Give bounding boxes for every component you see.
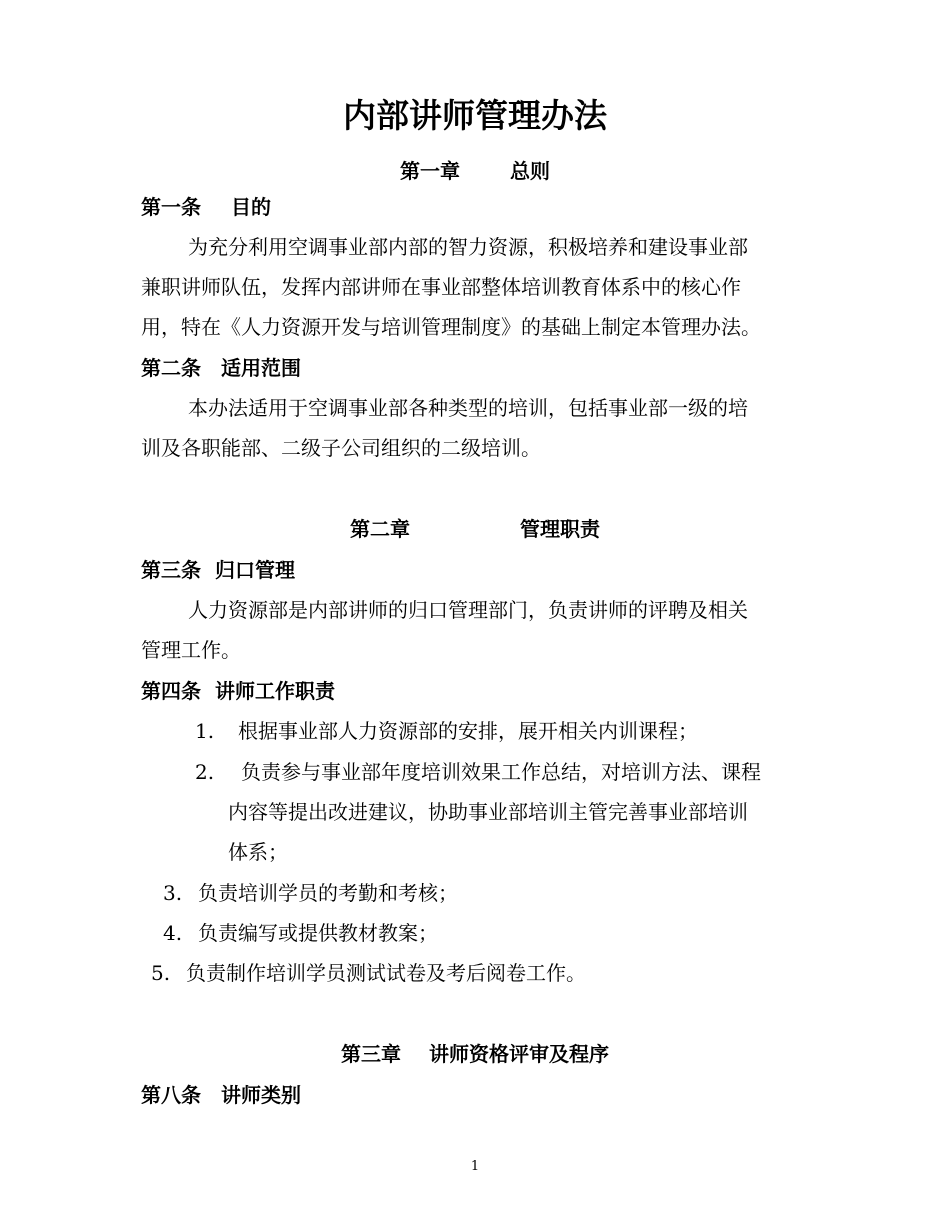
chapter-1-heading	[0, 158, 950, 184]
paragraph-line: 管理工作。	[141, 638, 241, 662]
article-1-label: 第一条	[141, 195, 201, 219]
document-title: 内部讲师管理办法	[343, 96, 607, 135]
article-4-heading	[141, 678, 335, 704]
list-item-text: 内容等提出改进建议，协助事业部培训主管完善事业部培训	[228, 800, 748, 824]
list-item-text: 负责编写或提供教材教案；	[198, 921, 438, 945]
list-item-number: 1.	[195, 719, 215, 743]
list-item-number: 2.	[195, 760, 215, 784]
article-3-heading	[141, 557, 295, 583]
chapter-3-heading	[0, 1041, 950, 1067]
article-2-label: 第二条	[141, 356, 201, 380]
article-1-heading	[141, 194, 271, 220]
paragraph-line: 兼职讲师队伍，发挥内部讲师在事业部整体培训教育体系中的核心作	[141, 275, 741, 299]
article-1-name: 目的	[231, 195, 271, 219]
article-2-name: 适用范围	[221, 356, 301, 380]
article-8-heading	[141, 1082, 301, 1108]
paragraph-line: 人力资源部是内部讲师的归口管理部门，负责讲师的评聘及相关	[188, 598, 748, 622]
list-item-text: 负责制作培训学员测试试卷及考后阅卷工作。	[186, 961, 586, 985]
list-item-number: 5.	[151, 961, 171, 985]
paragraph-line: 用，特在《人力资源开发与培训管理制度》的基础上制定本管理办法。	[141, 315, 761, 339]
list-item-text: 体系；	[228, 840, 288, 864]
article-4-label: 第四条	[141, 679, 201, 703]
paragraph-line: 为充分利用空调事业部内部的智力资源，积极培养和建设事业部	[188, 235, 748, 259]
article-4-name: 讲师工作职责	[215, 679, 335, 703]
chapter-1-label: 第一章	[400, 159, 460, 183]
list-item-text: 根据事业部人力资源部的安排，展开相关内训课程；	[238, 719, 698, 743]
chapter-2-heading	[0, 516, 950, 542]
page-number: 1	[470, 1159, 480, 1174]
paragraph-line: 训及各职能部、二级子公司组织的二级培训。	[141, 436, 541, 460]
chapter-3-label: 第三章	[341, 1042, 401, 1066]
chapter-3-name: 讲师资格评审及程序	[429, 1042, 609, 1066]
list-item-number: 3.	[163, 881, 183, 905]
article-8-name: 讲师类别	[221, 1083, 301, 1107]
chapter-1-name: 总则	[510, 159, 550, 183]
paragraph-line: 本办法适用于空调事业部各种类型的培训，包括事业部一级的培	[188, 396, 748, 420]
list-item-number: 4.	[163, 921, 183, 945]
article-8-label: 第八条	[141, 1083, 201, 1107]
list-item-text: 负责参与事业部年度培训效果工作总结，对培训方法、课程	[241, 760, 761, 784]
list-item-text: 负责培训学员的考勤和考核；	[198, 881, 458, 905]
chapter-2-name: 管理职责	[520, 517, 600, 541]
article-2-heading	[141, 355, 301, 381]
chapter-2-label: 第二章	[350, 517, 410, 541]
article-3-label: 第三条	[141, 558, 201, 582]
article-3-name: 归口管理	[215, 558, 295, 582]
